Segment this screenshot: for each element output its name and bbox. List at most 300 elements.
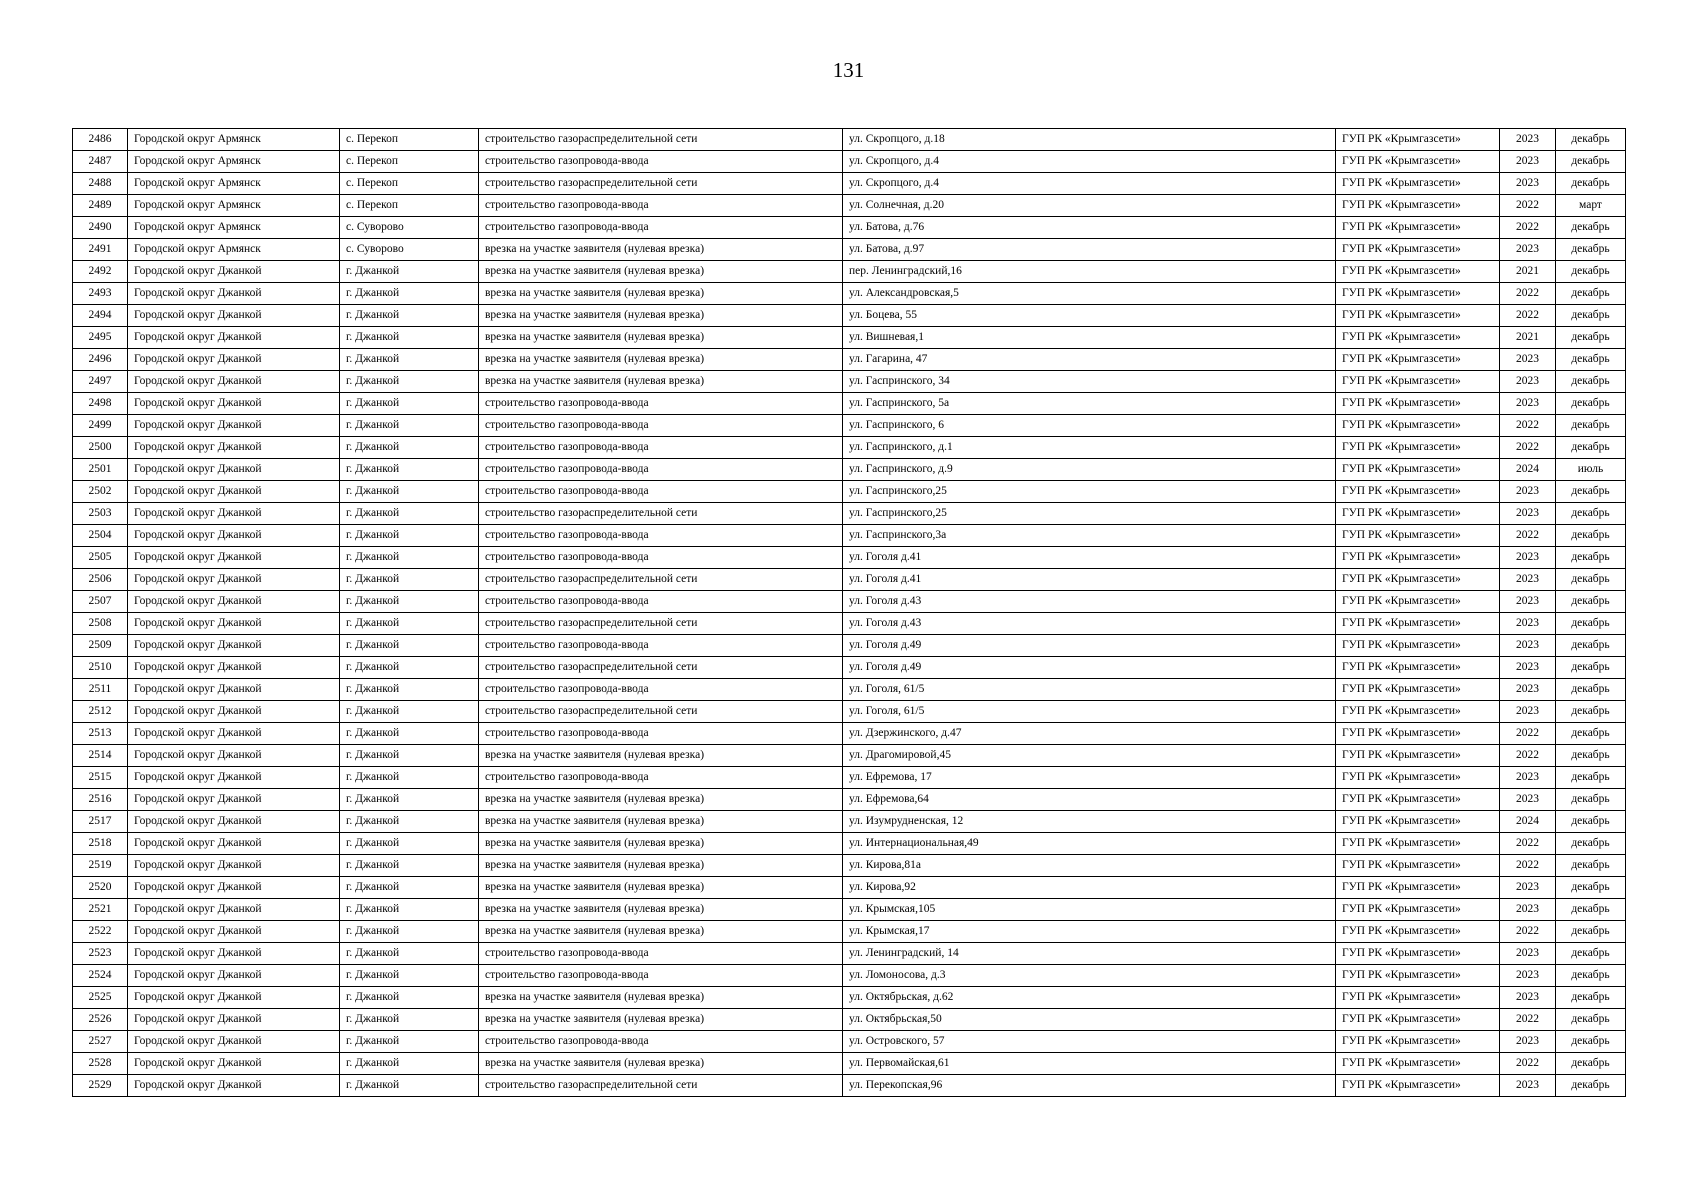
district-cell: Городской округ Джанкой	[128, 1075, 340, 1097]
table-row	[73, 371, 1626, 393]
row-number-cell: 2523	[73, 943, 128, 965]
work-type-cell: строительство газопровода-ввода	[479, 437, 843, 459]
month-cell: декабрь	[1556, 569, 1626, 591]
work-type-cell: строительство газопровода-ввода	[479, 965, 843, 987]
address-cell: ул. Батова, д.97	[843, 239, 1336, 261]
year-cell: 2023	[1500, 767, 1556, 789]
table-row	[73, 503, 1626, 525]
month-cell: декабрь	[1556, 767, 1626, 789]
locality-cell: г. Джанкой	[340, 855, 479, 877]
locality-cell: г. Джанкой	[340, 1009, 479, 1031]
month-cell: декабрь	[1556, 745, 1626, 767]
locality-cell: г. Джанкой	[340, 811, 479, 833]
month-cell: декабрь	[1556, 723, 1626, 745]
locality-cell: г. Джанкой	[340, 481, 479, 503]
district-cell: Городской округ Джанкой	[128, 679, 340, 701]
table-row	[73, 393, 1626, 415]
address-cell: ул. Изумрудненская, 12	[843, 811, 1336, 833]
organization-cell: ГУП РК «Крымгазсети»	[1336, 371, 1500, 393]
table-row	[73, 679, 1626, 701]
month-cell: декабрь	[1556, 481, 1626, 503]
address-cell: ул. Гаспринского,25	[843, 481, 1336, 503]
row-number-cell: 2507	[73, 591, 128, 613]
work-type-cell: врезка на участке заявителя (нулевая врезка)	[479, 855, 843, 877]
row-number-cell: 2529	[73, 1075, 128, 1097]
district-cell: Городской округ Джанкой	[128, 921, 340, 943]
month-cell: декабрь	[1556, 349, 1626, 371]
row-number-cell: 2495	[73, 327, 128, 349]
organization-cell: ГУП РК «Крымгазсети»	[1336, 833, 1500, 855]
work-type-cell: врезка на участке заявителя (нулевая врезка)	[479, 1053, 843, 1075]
table-row	[73, 899, 1626, 921]
month-cell: декабрь	[1556, 129, 1626, 151]
district-cell: Городской округ Джанкой	[128, 701, 340, 723]
table-row	[73, 481, 1626, 503]
address-cell: ул. Ефремова, 17	[843, 767, 1336, 789]
locality-cell: г. Джанкой	[340, 701, 479, 723]
year-cell: 2023	[1500, 349, 1556, 371]
month-cell: декабрь	[1556, 591, 1626, 613]
organization-cell: ГУП РК «Крымгазсети»	[1336, 635, 1500, 657]
work-type-cell: врезка на участке заявителя (нулевая врезка)	[479, 745, 843, 767]
district-cell: Городской округ Джанкой	[128, 547, 340, 569]
month-cell: декабрь	[1556, 965, 1626, 987]
address-cell: ул. Гагарина, 47	[843, 349, 1336, 371]
district-cell: Городской округ Джанкой	[128, 635, 340, 657]
organization-cell: ГУП РК «Крымгазсети»	[1336, 811, 1500, 833]
table-row	[73, 591, 1626, 613]
work-type-cell: строительство газораспределительной сети	[479, 1075, 843, 1097]
row-number-cell: 2493	[73, 283, 128, 305]
locality-cell: с. Перекоп	[340, 173, 479, 195]
registry-table	[72, 128, 1626, 1097]
organization-cell: ГУП РК «Крымгазсети»	[1336, 613, 1500, 635]
address-cell: ул. Крымская,105	[843, 899, 1336, 921]
row-number-cell: 2527	[73, 1031, 128, 1053]
district-cell: Городской округ Джанкой	[128, 349, 340, 371]
organization-cell: ГУП РК «Крымгазсети»	[1336, 1075, 1500, 1097]
district-cell: Городской округ Армянск	[128, 129, 340, 151]
work-type-cell: строительство газораспределительной сети	[479, 129, 843, 151]
year-cell: 2023	[1500, 789, 1556, 811]
year-cell: 2023	[1500, 591, 1556, 613]
month-cell: июль	[1556, 459, 1626, 481]
work-type-cell: врезка на участке заявителя (нулевая врезка)	[479, 371, 843, 393]
row-number-cell: 2516	[73, 789, 128, 811]
row-number-cell: 2514	[73, 745, 128, 767]
locality-cell: г. Джанкой	[340, 921, 479, 943]
district-cell: Городской округ Джанкой	[128, 811, 340, 833]
organization-cell: ГУП РК «Крымгазсети»	[1336, 679, 1500, 701]
locality-cell: с. Перекоп	[340, 129, 479, 151]
district-cell: Городской округ Джанкой	[128, 415, 340, 437]
district-cell: Городской округ Джанкой	[128, 745, 340, 767]
locality-cell: г. Джанкой	[340, 657, 479, 679]
year-cell: 2021	[1500, 327, 1556, 349]
year-cell: 2023	[1500, 239, 1556, 261]
table-row	[73, 129, 1626, 151]
locality-cell: г. Джанкой	[340, 349, 479, 371]
locality-cell: г. Джанкой	[340, 965, 479, 987]
district-cell: Городской округ Джанкой	[128, 613, 340, 635]
month-cell: декабрь	[1556, 1075, 1626, 1097]
locality-cell: г. Джанкой	[340, 283, 479, 305]
row-number-cell: 2490	[73, 217, 128, 239]
work-type-cell: строительство газопровода-ввода	[479, 415, 843, 437]
table-row	[73, 437, 1626, 459]
address-cell: ул. Гоголя д.49	[843, 635, 1336, 657]
locality-cell: с. Перекоп	[340, 151, 479, 173]
row-number-cell: 2521	[73, 899, 128, 921]
locality-cell: г. Джанкой	[340, 635, 479, 657]
locality-cell: г. Джанкой	[340, 789, 479, 811]
district-cell: Городской округ Джанкой	[128, 283, 340, 305]
district-cell: Городской округ Джанкой	[128, 459, 340, 481]
organization-cell: ГУП РК «Крымгазсети»	[1336, 899, 1500, 921]
district-cell: Городской округ Джанкой	[128, 437, 340, 459]
month-cell: декабрь	[1556, 239, 1626, 261]
district-cell: Городской округ Джанкой	[128, 943, 340, 965]
district-cell: Городской округ Джанкой	[128, 371, 340, 393]
year-cell: 2022	[1500, 745, 1556, 767]
work-type-cell: строительство газопровода-ввода	[479, 481, 843, 503]
year-cell: 2023	[1500, 943, 1556, 965]
organization-cell: ГУП РК «Крымгазсети»	[1336, 921, 1500, 943]
district-cell: Городской округ Джанкой	[128, 877, 340, 899]
table-row	[73, 349, 1626, 371]
address-cell: ул. Перекопская,96	[843, 1075, 1336, 1097]
row-number-cell: 2496	[73, 349, 128, 371]
year-cell: 2023	[1500, 613, 1556, 635]
district-cell: Городской округ Джанкой	[128, 1009, 340, 1031]
organization-cell: ГУП РК «Крымгазсети»	[1336, 723, 1500, 745]
work-type-cell: врезка на участке заявителя (нулевая врезка)	[479, 349, 843, 371]
row-number-cell: 2520	[73, 877, 128, 899]
month-cell: декабрь	[1556, 701, 1626, 723]
row-number-cell: 2525	[73, 987, 128, 1009]
organization-cell: ГУП РК «Крымгазсети»	[1336, 965, 1500, 987]
table-row	[73, 327, 1626, 349]
table-row	[73, 261, 1626, 283]
year-cell: 2023	[1500, 129, 1556, 151]
organization-cell: ГУП РК «Крымгазсети»	[1336, 415, 1500, 437]
table-row	[73, 195, 1626, 217]
locality-cell: г. Джанкой	[340, 393, 479, 415]
month-cell: декабрь	[1556, 921, 1626, 943]
year-cell: 2023	[1500, 481, 1556, 503]
month-cell: декабрь	[1556, 679, 1626, 701]
address-cell: ул. Скропцого, д.4	[843, 173, 1336, 195]
row-number-cell: 2504	[73, 525, 128, 547]
work-type-cell: строительство газопровода-ввода	[479, 723, 843, 745]
district-cell: Городской округ Армянск	[128, 173, 340, 195]
table-row	[73, 745, 1626, 767]
organization-cell: ГУП РК «Крымгазсети»	[1336, 481, 1500, 503]
organization-cell: ГУП РК «Крымгазсети»	[1336, 195, 1500, 217]
table-row	[73, 855, 1626, 877]
work-type-cell: врезка на участке заявителя (нулевая врезка)	[479, 283, 843, 305]
month-cell: декабрь	[1556, 371, 1626, 393]
district-cell: Городской округ Армянск	[128, 239, 340, 261]
table-row	[73, 877, 1626, 899]
locality-cell: с. Суворово	[340, 217, 479, 239]
address-cell: ул. Гаспринского, 5а	[843, 393, 1336, 415]
address-cell: ул. Александровская,5	[843, 283, 1336, 305]
district-cell: Городской округ Джанкой	[128, 723, 340, 745]
work-type-cell: строительство газораспределительной сети	[479, 613, 843, 635]
address-cell: ул. Гаспринского, 6	[843, 415, 1336, 437]
district-cell: Городской округ Джанкой	[128, 481, 340, 503]
table-row	[73, 965, 1626, 987]
organization-cell: ГУП РК «Крымгазсети»	[1336, 1053, 1500, 1075]
month-cell: декабрь	[1556, 261, 1626, 283]
organization-cell: ГУП РК «Крымгазсети»	[1336, 327, 1500, 349]
address-cell: ул. Солнечная, д.20	[843, 195, 1336, 217]
month-cell: декабрь	[1556, 987, 1626, 1009]
address-cell: ул. Гаспринского, д.9	[843, 459, 1336, 481]
locality-cell: г. Джанкой	[340, 547, 479, 569]
address-cell: ул. Гоголя д.41	[843, 569, 1336, 591]
year-cell: 2023	[1500, 503, 1556, 525]
row-number-cell: 2498	[73, 393, 128, 415]
table-row	[73, 657, 1626, 679]
row-number-cell: 2501	[73, 459, 128, 481]
work-type-cell: строительство газопровода-ввода	[479, 393, 843, 415]
month-cell: декабрь	[1556, 1031, 1626, 1053]
month-cell: декабрь	[1556, 173, 1626, 195]
address-cell: ул. Гаспринского,3а	[843, 525, 1336, 547]
year-cell: 2023	[1500, 987, 1556, 1009]
row-number-cell: 2522	[73, 921, 128, 943]
year-cell: 2023	[1500, 1031, 1556, 1053]
table-row	[73, 547, 1626, 569]
table-row	[73, 943, 1626, 965]
district-cell: Городской округ Армянск	[128, 217, 340, 239]
organization-cell: ГУП РК «Крымгазсети»	[1336, 173, 1500, 195]
work-type-cell: строительство газопровода-ввода	[479, 679, 843, 701]
year-cell: 2022	[1500, 217, 1556, 239]
year-cell: 2023	[1500, 371, 1556, 393]
address-cell: ул. Боцева, 55	[843, 305, 1336, 327]
table-row	[73, 921, 1626, 943]
district-cell: Городской округ Джанкой	[128, 305, 340, 327]
month-cell: декабрь	[1556, 393, 1626, 415]
district-cell: Городской округ Джанкой	[128, 393, 340, 415]
address-cell: ул. Дзержинского, д.47	[843, 723, 1336, 745]
table-row	[73, 239, 1626, 261]
table-row	[73, 723, 1626, 745]
locality-cell: г. Джанкой	[340, 767, 479, 789]
district-cell: Городской округ Джанкой	[128, 767, 340, 789]
organization-cell: ГУП РК «Крымгазсети»	[1336, 349, 1500, 371]
organization-cell: ГУП РК «Крымгазсети»	[1336, 239, 1500, 261]
address-cell: ул. Интернациональная,49	[843, 833, 1336, 855]
locality-cell: г. Джанкой	[340, 679, 479, 701]
table-row	[73, 1031, 1626, 1053]
work-type-cell: врезка на участке заявителя (нулевая врезка)	[479, 261, 843, 283]
month-cell: декабрь	[1556, 1009, 1626, 1031]
locality-cell: г. Джанкой	[340, 371, 479, 393]
row-number-cell: 2497	[73, 371, 128, 393]
year-cell: 2023	[1500, 1075, 1556, 1097]
year-cell: 2022	[1500, 195, 1556, 217]
locality-cell: г. Джанкой	[340, 503, 479, 525]
address-cell: ул. Гоголя, 61/5	[843, 679, 1336, 701]
row-number-cell: 2487	[73, 151, 128, 173]
row-number-cell: 2506	[73, 569, 128, 591]
table-row	[73, 173, 1626, 195]
district-cell: Городской округ Джанкой	[128, 899, 340, 921]
month-cell: декабрь	[1556, 437, 1626, 459]
month-cell: декабрь	[1556, 811, 1626, 833]
row-number-cell: 2509	[73, 635, 128, 657]
organization-cell: ГУП РК «Крымгазсети»	[1336, 877, 1500, 899]
year-cell: 2022	[1500, 283, 1556, 305]
address-cell: ул. Ломоносова, д.3	[843, 965, 1336, 987]
year-cell: 2022	[1500, 833, 1556, 855]
address-cell: ул. Гоголя, 61/5	[843, 701, 1336, 723]
registry-body	[73, 129, 1626, 1097]
year-cell: 2022	[1500, 415, 1556, 437]
year-cell: 2022	[1500, 525, 1556, 547]
year-cell: 2023	[1500, 657, 1556, 679]
month-cell: декабрь	[1556, 657, 1626, 679]
locality-cell: г. Джанкой	[340, 899, 479, 921]
work-type-cell: врезка на участке заявителя (нулевая врезка)	[479, 899, 843, 921]
year-cell: 2022	[1500, 1053, 1556, 1075]
organization-cell: ГУП РК «Крымгазсети»	[1336, 261, 1500, 283]
table-row	[73, 283, 1626, 305]
organization-cell: ГУП РК «Крымгазсети»	[1336, 789, 1500, 811]
work-type-cell: строительство газораспределительной сети	[479, 569, 843, 591]
month-cell: декабрь	[1556, 525, 1626, 547]
row-number-cell: 2489	[73, 195, 128, 217]
table-row	[73, 217, 1626, 239]
row-number-cell: 2528	[73, 1053, 128, 1075]
year-cell: 2022	[1500, 305, 1556, 327]
table-row	[73, 1009, 1626, 1031]
work-type-cell: строительство газораспределительной сети	[479, 657, 843, 679]
district-cell: Городской округ Джанкой	[128, 1053, 340, 1075]
row-number-cell: 2511	[73, 679, 128, 701]
month-cell: декабрь	[1556, 877, 1626, 899]
address-cell: ул. Вишневая,1	[843, 327, 1336, 349]
district-cell: Городской округ Джанкой	[128, 965, 340, 987]
work-type-cell: врезка на участке заявителя (нулевая врезка)	[479, 305, 843, 327]
work-type-cell: строительство газопровода-ввода	[479, 525, 843, 547]
row-number-cell: 2494	[73, 305, 128, 327]
organization-cell: ГУП РК «Крымгазсети»	[1336, 943, 1500, 965]
year-cell: 2024	[1500, 459, 1556, 481]
locality-cell: г. Джанкой	[340, 1053, 479, 1075]
year-cell: 2023	[1500, 569, 1556, 591]
work-type-cell: врезка на участке заявителя (нулевая врезка)	[479, 921, 843, 943]
row-number-cell: 2502	[73, 481, 128, 503]
work-type-cell: строительство газопровода-ввода	[479, 151, 843, 173]
month-cell: декабрь	[1556, 503, 1626, 525]
address-cell: ул. Скропцого, д.18	[843, 129, 1336, 151]
month-cell: декабрь	[1556, 217, 1626, 239]
year-cell: 2023	[1500, 899, 1556, 921]
row-number-cell: 2517	[73, 811, 128, 833]
district-cell: Городской округ Джанкой	[128, 591, 340, 613]
address-cell: ул. Гаспринского,25	[843, 503, 1336, 525]
organization-cell: ГУП РК «Крымгазсети»	[1336, 855, 1500, 877]
locality-cell: г. Джанкой	[340, 987, 479, 1009]
work-type-cell: строительство газораспределительной сети	[479, 701, 843, 723]
row-number-cell: 2510	[73, 657, 128, 679]
year-cell: 2023	[1500, 635, 1556, 657]
locality-cell: с. Перекоп	[340, 195, 479, 217]
work-type-cell: строительство газопровода-ввода	[479, 635, 843, 657]
address-cell: ул. Первомайская,61	[843, 1053, 1336, 1075]
month-cell: декабрь	[1556, 635, 1626, 657]
organization-cell: ГУП РК «Крымгазсети»	[1336, 437, 1500, 459]
locality-cell: г. Джанкой	[340, 261, 479, 283]
table-row	[73, 833, 1626, 855]
locality-cell: г. Джанкой	[340, 943, 479, 965]
locality-cell: г. Джанкой	[340, 327, 479, 349]
work-type-cell: строительство газопровода-ввода	[479, 195, 843, 217]
district-cell: Городской округ Джанкой	[128, 569, 340, 591]
address-cell: ул. Ефремова,64	[843, 789, 1336, 811]
organization-cell: ГУП РК «Крымгазсети»	[1336, 745, 1500, 767]
month-cell: декабрь	[1556, 899, 1626, 921]
organization-cell: ГУП РК «Крымгазсети»	[1336, 591, 1500, 613]
row-number-cell: 2519	[73, 855, 128, 877]
month-cell: декабрь	[1556, 151, 1626, 173]
locality-cell: г. Джанкой	[340, 1075, 479, 1097]
month-cell: декабрь	[1556, 305, 1626, 327]
address-cell: ул. Кирова,92	[843, 877, 1336, 899]
organization-cell: ГУП РК «Крымгазсети»	[1336, 393, 1500, 415]
address-cell: ул. Гаспринского, 34	[843, 371, 1336, 393]
address-cell: ул. Октябрьская,50	[843, 1009, 1336, 1031]
month-cell: декабрь	[1556, 327, 1626, 349]
locality-cell: г. Джанкой	[340, 525, 479, 547]
organization-cell: ГУП РК «Крымгазсети»	[1336, 1031, 1500, 1053]
work-type-cell: строительство газораспределительной сети	[479, 173, 843, 195]
month-cell: декабрь	[1556, 613, 1626, 635]
month-cell: март	[1556, 195, 1626, 217]
row-number-cell: 2526	[73, 1009, 128, 1031]
district-cell: Городской округ Джанкой	[128, 261, 340, 283]
row-number-cell: 2488	[73, 173, 128, 195]
year-cell: 2022	[1500, 921, 1556, 943]
table-row	[73, 151, 1626, 173]
table-row	[73, 415, 1626, 437]
locality-cell: с. Суворово	[340, 239, 479, 261]
district-cell: Городской округ Джанкой	[128, 855, 340, 877]
locality-cell: г. Джанкой	[340, 877, 479, 899]
district-cell: Городской округ Джанкой	[128, 833, 340, 855]
address-cell: ул. Скропцого, д.4	[843, 151, 1336, 173]
organization-cell: ГУП РК «Крымгазсети»	[1336, 1009, 1500, 1031]
year-cell: 2023	[1500, 965, 1556, 987]
address-cell: ул. Октябрьская, д.62	[843, 987, 1336, 1009]
year-cell: 2023	[1500, 679, 1556, 701]
address-cell: ул. Кирова,81а	[843, 855, 1336, 877]
address-cell: ул. Ленинградский, 14	[843, 943, 1336, 965]
organization-cell: ГУП РК «Крымгазсети»	[1336, 151, 1500, 173]
table-row	[73, 811, 1626, 833]
row-number-cell: 2505	[73, 547, 128, 569]
organization-cell: ГУП РК «Крымгазсети»	[1336, 701, 1500, 723]
month-cell: декабрь	[1556, 855, 1626, 877]
year-cell: 2024	[1500, 811, 1556, 833]
table-row	[73, 525, 1626, 547]
row-number-cell: 2515	[73, 767, 128, 789]
